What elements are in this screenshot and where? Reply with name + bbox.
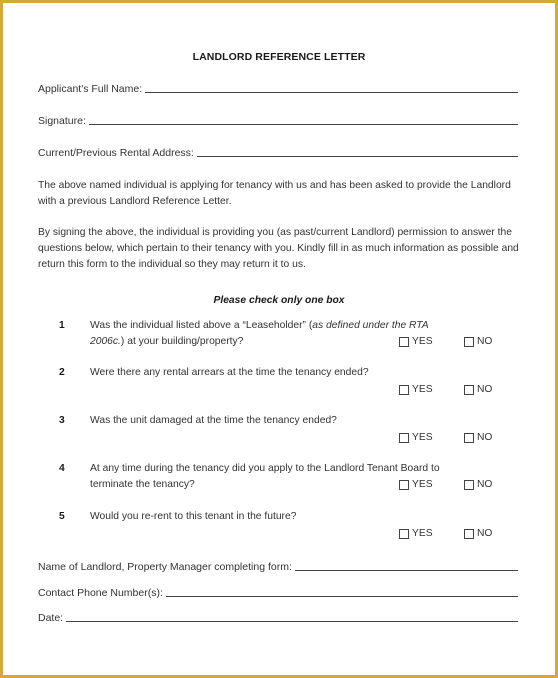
landlord-name-field[interactable] [38, 561, 518, 573]
date-line[interactable] [66, 621, 518, 622]
question-text: Would you re-rent to this tenant in the future? [90, 511, 297, 522]
question-4 [38, 461, 519, 495]
checkbox-icon[interactable] [464, 529, 474, 539]
question-number: 2 [59, 367, 65, 378]
question-text: Were there any rental arrears at the time the tenancy ended? [90, 367, 369, 378]
q5-no-option[interactable]: NO [464, 528, 492, 539]
signature-label: Signature: [38, 115, 86, 127]
checkbox-icon[interactable] [399, 385, 409, 395]
permission-paragraph: By signing the above, the individual is providing you (as past/current Landlord) permission to answer the questions below, which pertain to their tenancy with you. Kindly fill in as much information as possible and return this form to the individual so they may return it to us. [38, 227, 519, 270]
q4-no-option[interactable]: NO [464, 479, 492, 490]
checkbox-icon[interactable] [399, 337, 409, 347]
phone-field[interactable] [38, 587, 518, 599]
date-label: Date: [38, 612, 64, 624]
checkbox-icon[interactable] [464, 337, 474, 347]
q3-no-option[interactable]: NO [464, 432, 492, 443]
question-1 [38, 318, 519, 352]
landlord-name-label: Name of Landlord, Property Manager completing form: [38, 561, 292, 573]
q2-no-option[interactable]: NO [464, 384, 492, 395]
question-3 [38, 413, 519, 431]
checkbox-icon[interactable] [464, 385, 474, 395]
applicant-name-line[interactable] [145, 92, 518, 93]
question-number: 3 [59, 415, 65, 426]
question-text: At any time during the tenancy did you apply to the Landlord Tenant Board to terminate the tenancy? [90, 463, 440, 490]
phone-line[interactable] [166, 596, 518, 597]
rental-address-field[interactable] [38, 147, 518, 159]
checkbox-icon[interactable] [464, 480, 474, 490]
signature-field[interactable] [38, 115, 518, 127]
question-2 [38, 365, 519, 383]
signature-line[interactable] [89, 124, 518, 125]
q1-no-option[interactable]: NO [464, 336, 492, 347]
document-title: LANDLORD REFERENCE LETTER [192, 51, 366, 63]
question-text: Was the unit damaged at the time the tenancy ended? [90, 415, 337, 426]
applicant-name-label: Applicant's Full Name: [38, 83, 143, 95]
date-field[interactable] [38, 612, 518, 624]
q1-yes-option[interactable]: YES [399, 336, 433, 347]
applicant-name-field[interactable] [38, 83, 518, 95]
rental-address-label: Current/Previous Rental Address: [38, 147, 194, 159]
question-number: 5 [59, 511, 65, 522]
question-number: 4 [59, 463, 65, 474]
q3-yes-option[interactable]: YES [399, 432, 433, 443]
checkbox-icon[interactable] [399, 529, 409, 539]
intro-paragraph: The above named individual is applying for tenancy with us and has been asked to provide the Landlord with a previous Landlord Reference Letter. [38, 180, 511, 207]
question-text: Was the individual listed above a “Leaseholder” (as defined under the RTA 2006c.) at your building/property? [90, 320, 429, 347]
checkbox-icon[interactable] [399, 480, 409, 490]
landlord-name-line[interactable] [295, 570, 518, 571]
q5-yes-option[interactable]: YES [399, 528, 433, 539]
question-number: 1 [59, 320, 65, 331]
check-instruction: Please check only one box [213, 295, 345, 306]
rental-address-line[interactable] [197, 156, 518, 157]
phone-label: Contact Phone Number(s): [38, 587, 163, 599]
question-5 [38, 509, 519, 527]
q4-yes-option[interactable]: YES [399, 479, 433, 490]
checkbox-icon[interactable] [464, 433, 474, 443]
q2-yes-option[interactable]: YES [399, 384, 433, 395]
checkbox-icon[interactable] [399, 433, 409, 443]
